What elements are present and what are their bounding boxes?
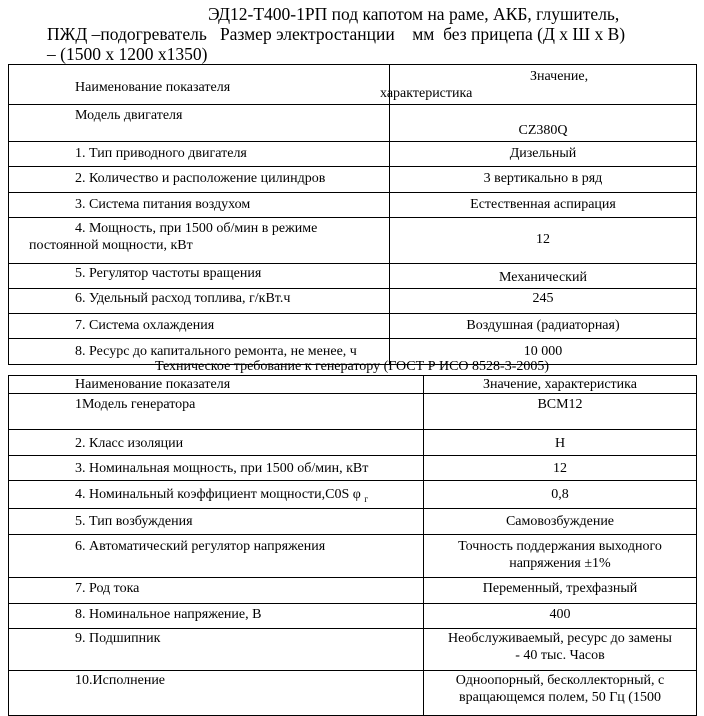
row-value: Дизельный [390, 142, 697, 167]
row-value: Естественная аспирация [390, 193, 697, 218]
row-name: 7. Система охлаждения [9, 314, 390, 339]
document-header [0, 0, 704, 64]
row-name: 1. Тип приводного двигателя [9, 142, 390, 167]
row-value: 12 [424, 456, 697, 481]
table-row [9, 167, 697, 193]
row-value: 3 вертикально в ряд [390, 167, 697, 193]
column-header-value-line-1: Значение, [530, 69, 589, 84]
column-header-value [380, 65, 697, 105]
row-name-line-2: постоянной мощности, кВт [29, 238, 193, 253]
table-row [9, 65, 697, 105]
row-value: BCM12 [424, 394, 697, 430]
header-line-2: ПЖД –подогреватель Размер электростанции мм без прицепа (Д х Ш х В) [47, 24, 626, 44]
row-name: 6. Автоматический регулятор напряжения [9, 534, 424, 577]
row-value [424, 534, 697, 577]
column-header-name: Наименование показателя [9, 376, 424, 394]
row-value-line-2: напряжения ±1% [509, 555, 611, 571]
table-row [9, 218, 697, 264]
row-name: 8. Номинальное напряжение, В [9, 603, 424, 628]
row-name [9, 218, 390, 264]
row-value: 12 [390, 218, 697, 264]
row-value-line-2: - 40 тыс. Часов [515, 647, 605, 663]
generator-table-caption: Техническое требование к генератору (ГОСТ Р ИСО 8528-3-2005) [154, 359, 550, 374]
table-row [9, 314, 697, 339]
column-header-value-line-2: характеристика [380, 86, 473, 101]
row-value [424, 670, 697, 715]
row-name-subscript: г [364, 493, 369, 504]
table-row [9, 628, 697, 670]
row-value: 400 [424, 603, 697, 628]
row-value: Самовозбуждение [424, 508, 697, 534]
row-value-line-2: вращающемся полем, 50 Гц (1500 [459, 689, 661, 705]
row-value: Механический [390, 264, 697, 289]
table-row [9, 456, 697, 481]
row-name: 8. Ресурс до капитального ремонта, не менее, ч [9, 339, 390, 365]
row-name: 6. Удельный расход топлива, г/кВт.ч [9, 289, 390, 314]
row-value: CZ380Q [390, 105, 697, 142]
row-value: H [424, 430, 697, 456]
table-row [9, 508, 697, 534]
header-line-1: ЭД12-Т400-1РП под капотом на раме, АКБ, глушитель, [208, 4, 620, 24]
engine-table [8, 64, 697, 365]
row-value: Переменный, трехфазный [424, 577, 697, 603]
header-line-3: – (1500 х 1200 х1350) [47, 44, 208, 64]
row-name: 3. Номинальная мощность, при 1500 об/мин, кВт [9, 456, 424, 481]
table-row [9, 603, 697, 628]
table-row [9, 430, 697, 456]
table-row [9, 193, 697, 218]
row-name: 2. Класс изоляции [9, 430, 424, 456]
row-name: 1Модель генератора [9, 394, 424, 430]
row-value-line-1: Необслуживаемый, ресурс до замены [448, 630, 672, 646]
row-name: Модель двигателя [9, 105, 390, 142]
row-name [9, 481, 424, 509]
row-name: 5. Тип возбуждения [9, 508, 424, 534]
row-value: Воздушная (радиаторная) [390, 314, 697, 339]
column-header-value: Значение, характеристика [424, 376, 697, 394]
row-name-text: 4. Номинальный коэффициент мощности,C0S φ [75, 487, 361, 502]
row-value [424, 628, 697, 670]
row-name: 3. Система питания воздухом [9, 193, 390, 218]
row-name: 2. Количество и расположение цилиндров [9, 167, 390, 193]
table-row [9, 376, 697, 394]
table-row [9, 577, 697, 603]
table-row [9, 481, 697, 509]
generator-table [8, 375, 697, 716]
row-name-line-1: 4. Мощность, при 1500 об/мин в режиме [75, 221, 318, 236]
row-name: 10.Исполнение [9, 670, 424, 715]
table-row [9, 289, 697, 314]
row-value-line-1: Точность поддержания выходного [458, 538, 662, 554]
table-row [9, 534, 697, 577]
table-row [9, 264, 697, 289]
table-row [9, 670, 697, 715]
row-value: 0,8 [424, 481, 697, 509]
row-name: 9. Подшипник [9, 628, 424, 670]
column-header-name: Наименование показателя [9, 65, 390, 105]
table-row [9, 105, 697, 142]
row-value: 10 000 [390, 339, 697, 365]
row-value: 245 [390, 289, 697, 314]
table-row [9, 142, 697, 167]
row-name: 5. Регулятор частоты вращения [9, 264, 390, 289]
row-value-line-1: Одноопорный, бесколлекторный, с [455, 672, 665, 688]
table-row [9, 394, 697, 430]
row-name: 7. Род тока [9, 577, 424, 603]
